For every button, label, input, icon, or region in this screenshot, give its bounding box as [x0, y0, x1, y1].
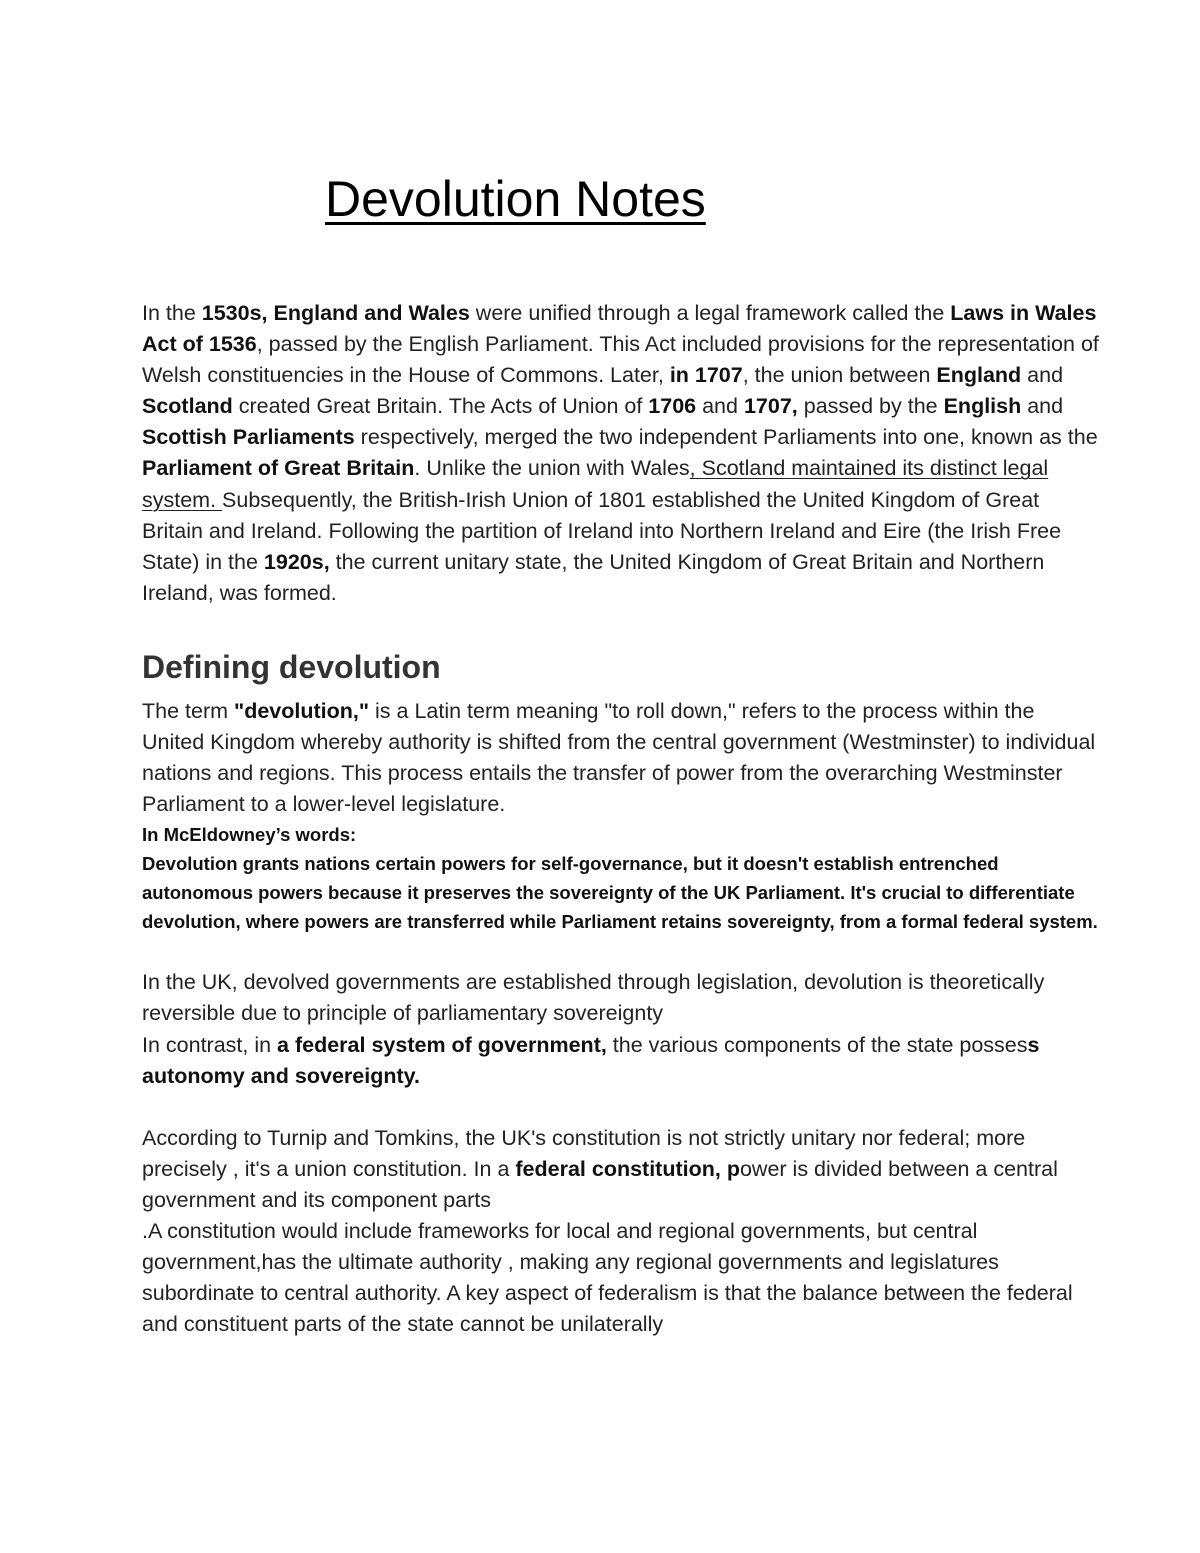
quote-label: In McEldowney’s words: [142, 824, 357, 846]
turnip-paragraph [142, 1123, 1102, 1216]
intro-text: passed by the [797, 394, 944, 419]
intro-bold: 1530s, England and Wales [201, 301, 470, 325]
definition-paragraph [142, 696, 1102, 820]
intro-underlined: , Scotland maintained its distinct legal system. [142, 456, 1049, 512]
intro-text: were unified through a legal framework called the [469, 301, 951, 325]
turnip-text: ower is divided between a central government and its component parts [142, 1156, 1058, 1212]
intro-text: Subsequently, the British-Irish Union of 1801 established the United Kingdom of Great Britain and Ireland. Following the partition of Ireland into Northern Ireland and Eire (the Irish Free State) in the [142, 487, 1062, 574]
intro-bold: 1707, [743, 394, 798, 419]
turnip-text: According to Turnip and Tomkins, the UK's constitution is not strictly unitary nor federal; more precisely , it's a union constitution. In a [142, 1125, 1026, 1181]
intro-bold: Scottish Parliaments [142, 425, 355, 450]
contrast-bold: s autonomy and sovereignty. [142, 1032, 1040, 1088]
intro-text: the current unitary state, the United Kingdom of Great Britain and Northern Ireland, was formed. [142, 549, 1045, 605]
definition-text: is a Latin term meaning "to roll down," refers to the process within the United Kingdom whereby authority is shifted from the central government (Westminster) to individual nations and regions. This process entails the transfer of power from the overarching Westminster Parliament to a lower-level legislature. [142, 698, 1096, 817]
intro-bold: Scotland [142, 394, 233, 419]
definition-bold: "devolution," [234, 698, 370, 723]
intro-text: and [696, 394, 744, 419]
intro-text: In the [142, 301, 202, 325]
intro-text: and [1021, 394, 1064, 419]
contrast-bold: a federal system of government, [277, 1032, 607, 1057]
intro-bold: Parliament of Great Britain [142, 456, 415, 481]
quote-text: Devolution grants nations certain powers for self-governance, but it doesn't establish entrenched autonomous powers because it preserves the sovereignty of the UK Parliament. It's crucial to differentiate devolution, where powers are transferred while Parliament retains sovereignty, from a formal federal system. [142, 853, 1098, 933]
uk-paragraph: In the UK, devolved governments are established through legislation, devolution is theoretically reversible due to principle of parliamentary sovereignty [142, 970, 1045, 1026]
intro-paragraph [142, 298, 1102, 609]
definition-text: The term [142, 698, 234, 723]
intro-bold: England [936, 363, 1022, 388]
final-paragraph: .A constitution would include frameworks for local and regional governments, but central government,has the ultimate authority , making any regional governments and legislatures subordinate to central authority. A key aspect of federalism is that the balance between the federal and constituent parts of the state cannot be unilaterally [142, 1218, 1073, 1337]
intro-bold: 1706 [648, 394, 697, 419]
intro-text: , passed by the English Parliament. This Act included provisions for the representation of Welsh constituencies in the House of Commons. Later, [142, 332, 1099, 388]
paragraph-spacer [142, 1092, 1102, 1123]
contrast-text: the various components of the state posses [606, 1032, 1028, 1057]
intro-bold: in 1707 [669, 363, 743, 388]
intro-bold: English [943, 394, 1022, 419]
turnip-bold: federal constitution, p [515, 1156, 740, 1181]
intro-text: created Great Britain. The Acts of Union of [232, 394, 649, 419]
document-body [142, 298, 1102, 1340]
intro-text: , the union between [742, 363, 937, 388]
section-heading: Defining devolution [142, 648, 441, 685]
document-title: Devolution Notes [325, 171, 706, 227]
contrast-paragraph [142, 1030, 1102, 1092]
intro-text: and [1021, 363, 1064, 388]
intro-bold: Laws in Wales Act of 1536 [142, 301, 1097, 357]
intro-bold: 1920s, [263, 549, 330, 574]
paragraph-spacer [142, 936, 1102, 967]
intro-text: respectively, merged the two independent Parliaments into one, known as the [354, 425, 1098, 450]
intro-text: . Unlike the union with Wales [414, 456, 690, 481]
contrast-text: In contrast, in [142, 1032, 278, 1057]
